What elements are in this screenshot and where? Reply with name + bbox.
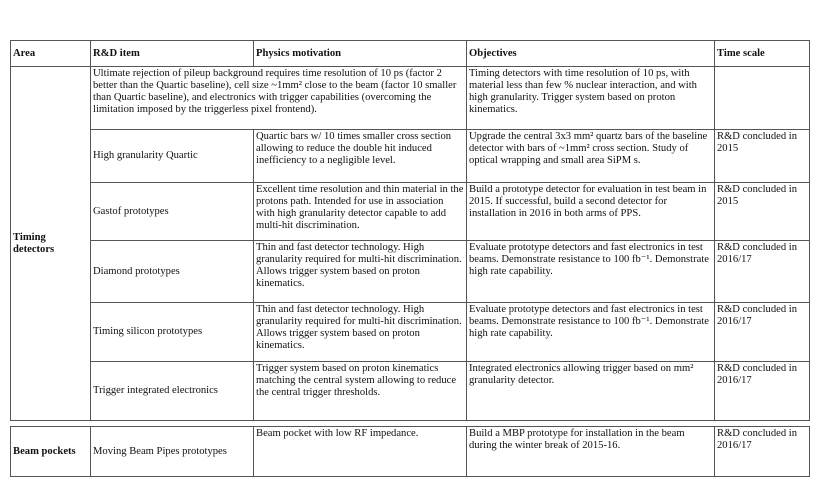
rd-item: Diamond prototypes [91,241,254,303]
objectives: Upgrade the central 3x3 mm² quartz bars of the baseline detector with bars of ~1mm² cross section. Study of optical wrapping and small area SiPM s. [467,130,715,183]
time-scale: R&D concluded in 2015 [715,183,810,241]
overview-time-scale [715,67,810,130]
rd-item: High granularity Quartic [91,130,254,183]
header-objectives: Objectives [467,41,715,67]
table-row [11,241,810,303]
physics-motivation: Thin and fast detector technology. High granularity required for multi-hit discrimination. Allows trigger system based on proton kinematics. [254,303,467,362]
rd-item: Trigger integrated electronics [91,362,254,421]
objectives: Build a prototype detector for evaluation in test beam in 2015. If successful, build a second detector for installation in 2016 in both arms of PPS. [467,183,715,241]
rd-item: Gastof prototypes [91,183,254,241]
time-scale: R&D concluded in 2016/17 [715,241,810,303]
table-row [11,130,810,183]
table-row [11,362,810,421]
header-physics-motivation: Physics motivation [254,41,467,67]
header-rd-item: R&D item [91,41,254,67]
physics-motivation: Thin and fast detector technology. High granularity required for multi-hit discrimination. Allows trigger system based on proton kinematics. [254,241,467,303]
physics-motivation: Beam pocket with low RF impedance. [254,427,467,477]
physics-motivation: Trigger system based on proton kinematics matching the central system allowing to reduce the central trigger thresholds. [254,362,467,421]
overview-motivation: Ultimate rejection of pileup background requires time resolution of 10 ps (factor 2 better than the Quartic baseline), cell size ~1mm² close to the beam (factor 10 smaller than Quartic baseline), and electronics with trigger capabilities (overcoming the limitation imposed by the triggerless pixel frontend). [91,67,467,130]
objectives: Evaluate prototype detectors and fast electronics in test beams. Demonstrate resistance to 100 fb⁻¹. Demonstrate high rate capability. [467,303,715,362]
time-scale: R&D concluded in 2016/17 [715,362,810,421]
beam-pockets-table [10,426,810,477]
area-label-timing: Timing detectors [13,231,55,255]
objectives: Integrated electronics allowing trigger based on mm² granularity detector. [467,362,715,421]
time-scale: R&D concluded in 2015 [715,130,810,183]
table-row [11,427,810,477]
header-area: Area [11,41,91,67]
header-row [11,41,810,67]
time-scale: R&D concluded in 2016/17 [715,303,810,362]
table-row [11,303,810,362]
table-row [11,183,810,241]
timing-overview-row [11,67,810,130]
rd-table [10,40,810,421]
rd-item: Moving Beam Pipes prototypes [91,427,254,477]
overview-objectives: Timing detectors with time resolution of 10 ps, with material less than few % nuclear interaction, and with high granularity. Trigger system based on proton kinematics. [467,67,715,130]
time-scale: R&D concluded in 2016/17 [715,427,810,477]
header-time-scale: Time scale [715,41,810,67]
objectives: Evaluate prototype detectors and fast electronics in test beams. Demonstrate resistance to 100 fb⁻¹. Demonstrate high rate capability. [467,241,715,303]
rd-item: Timing silicon prototypes [91,303,254,362]
physics-motivation: Excellent time resolution and thin material in the protons path. Intended for use in association with high granularity detector capable to add multi-hit discrimination. [254,183,467,241]
area-cell-beam-pockets: Beam pockets [11,427,91,477]
physics-motivation: Quartic bars w/ 10 times smaller cross section allowing to reduce the double hit induced inefficiency to a negligible level. [254,130,467,183]
area-cell-timing [11,67,91,421]
objectives: Build a MBP prototype for installation in the beam during the winter break of 2015-16. [467,427,715,477]
